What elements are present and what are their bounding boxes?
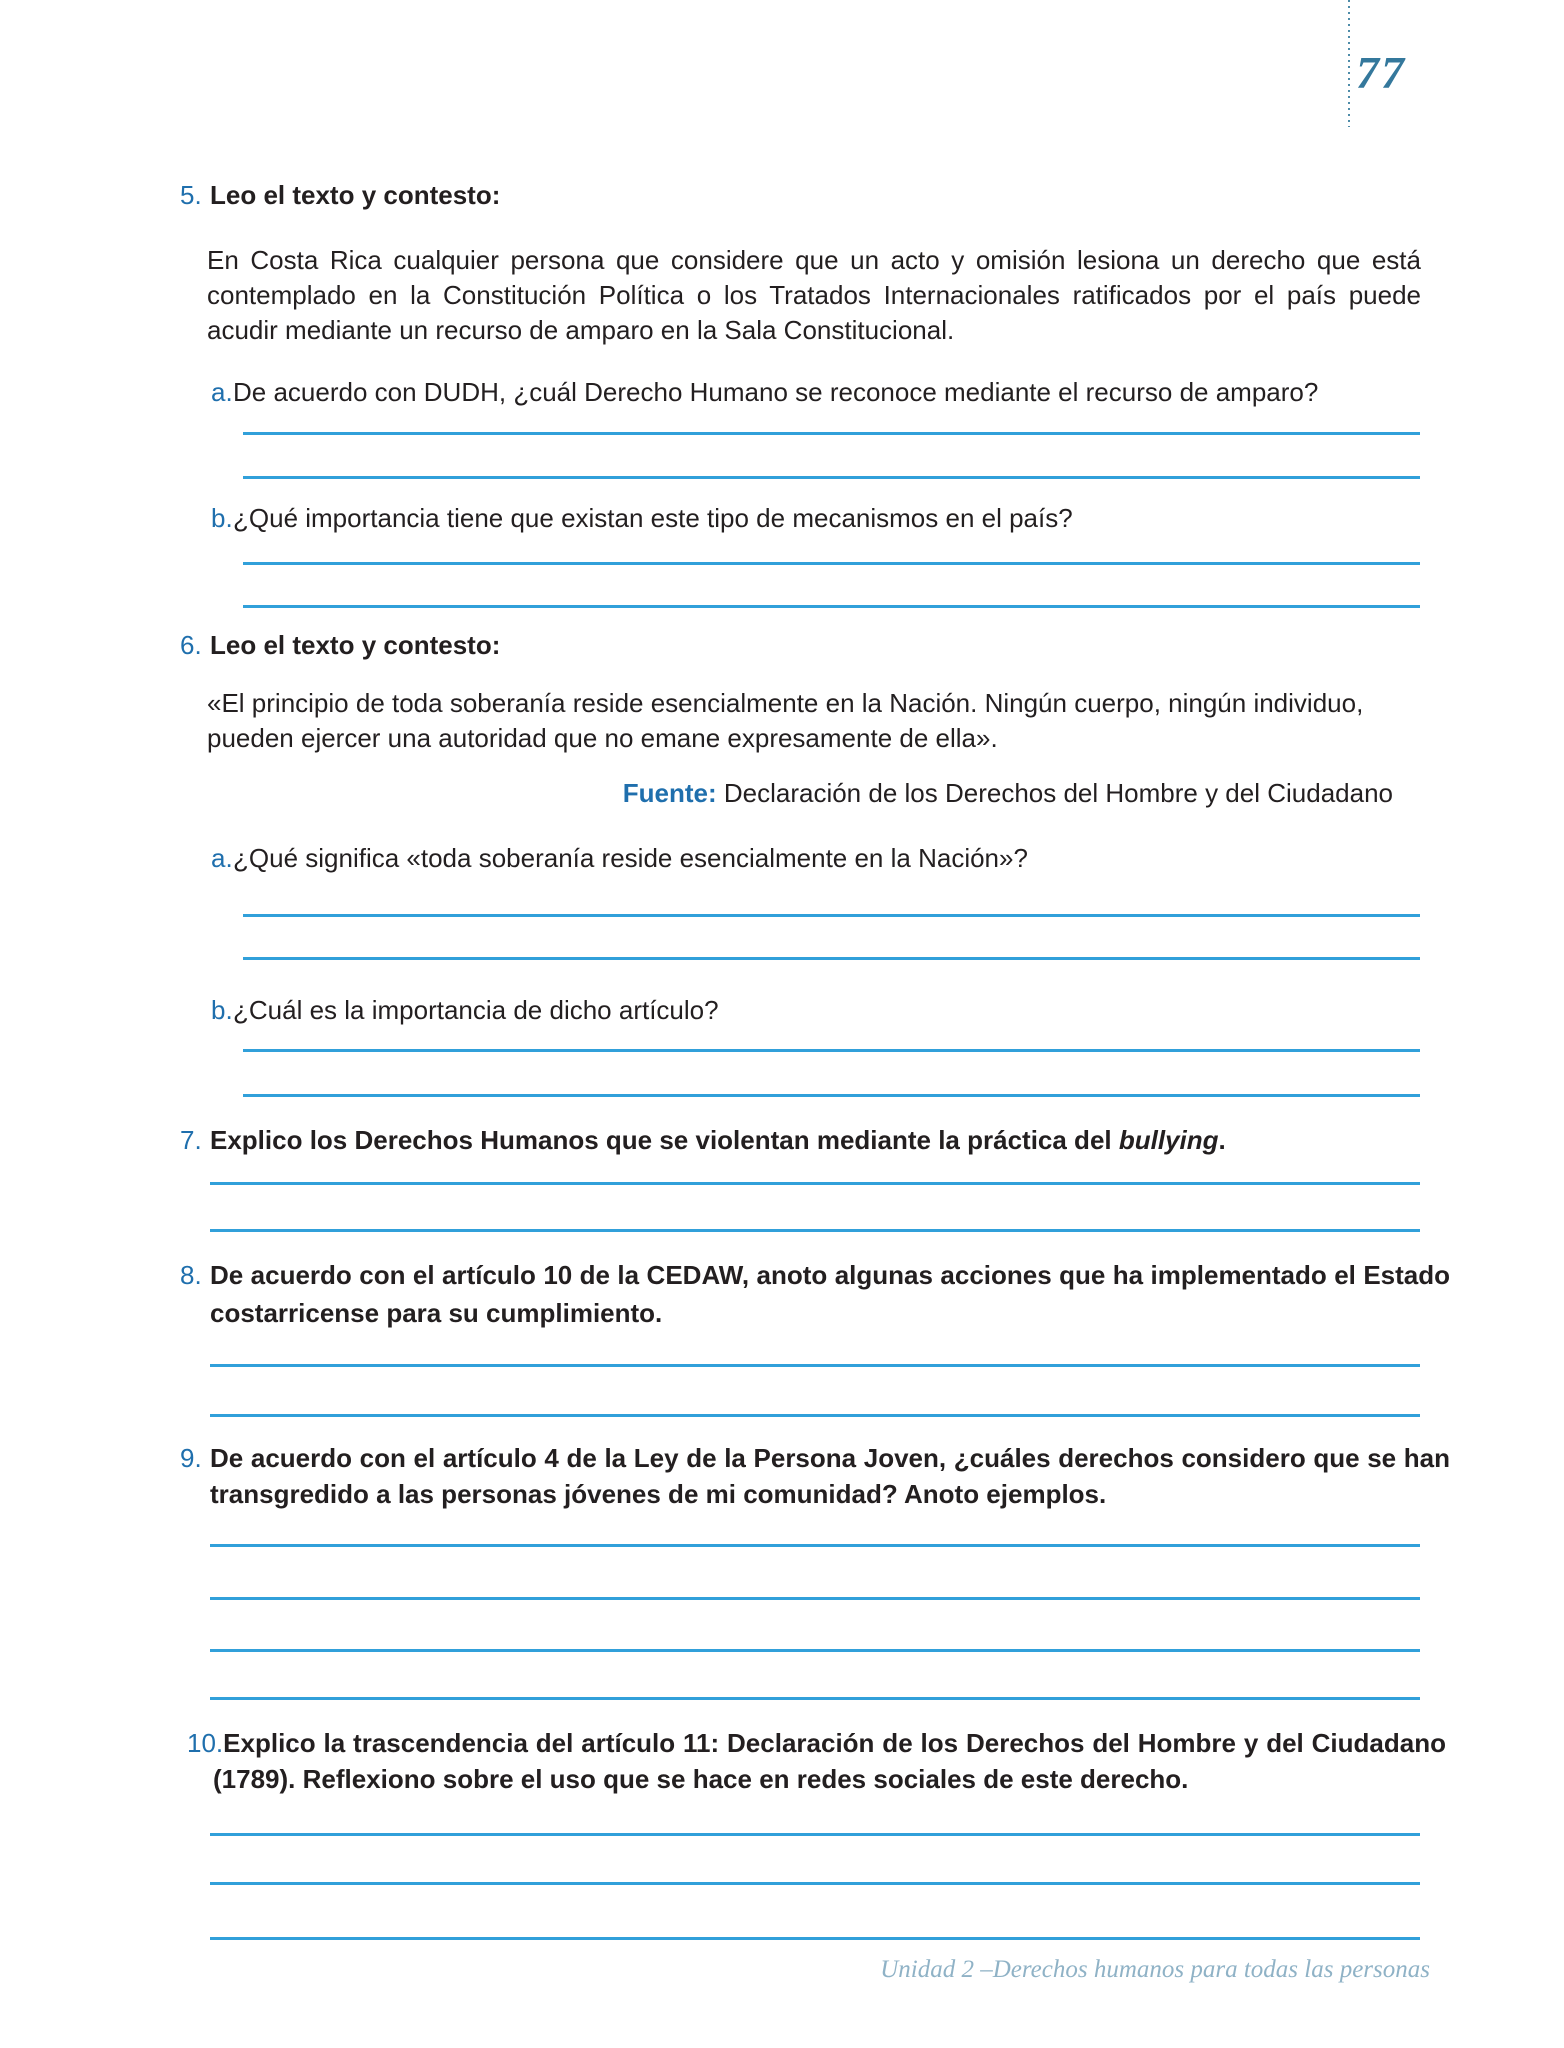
question-5-number: 5.	[180, 180, 202, 210]
answer-line	[243, 1049, 1420, 1052]
question-7-italic-word: bullying	[1118, 1125, 1219, 1155]
answer-line	[243, 562, 1420, 565]
question-9-number: 9.	[180, 1443, 202, 1473]
question-5-paragraph: En Costa Rica cualquier persona que considere que un acto y omisión lesiona un derecho que está contemplado en la Constitución Política o los Tratados Internacionales ratificados por el país puede acudir mediante un recurso de amparo en la Sala Constitucional.	[207, 245, 1421, 345]
question-7-text: Explico los Derechos Humanos que se violentan mediante la práctica del	[210, 1125, 1119, 1155]
question-6-source	[207, 776, 1393, 811]
question-6b	[211, 993, 1443, 1028]
answer-line	[243, 476, 1420, 479]
footer-unit-title: Unidad 2 –Derechos humanos para todas las personas	[880, 1956, 1430, 1983]
answer-line	[210, 1697, 1420, 1700]
question-6b-text: ¿Cuál es la importancia de dicho artículo?	[233, 995, 719, 1025]
answer-line	[210, 1937, 1420, 1940]
page-number: 77	[1356, 47, 1406, 98]
question-6a-text: ¿Qué significa «toda soberanía reside esencialmente en la Nación»?	[233, 843, 1028, 873]
question-6b-letter: b.	[211, 995, 233, 1025]
question-6-quote: «El principio de toda soberanía reside esencialmente en la Nación. Ningún cuerpo, ningún individuo, pueden ejercer una autoridad que no emane expresamente de ella».	[207, 688, 1364, 753]
answer-line	[243, 957, 1420, 960]
question-5b	[211, 501, 1443, 536]
question-5a	[211, 375, 1443, 410]
answer-line	[210, 1544, 1420, 1547]
question-10-text: Explico la trascendencia del artículo 11: Declaración de los Derechos del Hombre y del Ciudadano (1789). Reflexiono sobre el uso que se hace en redes sociales de este derecho.	[213, 1728, 1446, 1794]
question-10	[187, 1725, 1446, 1797]
question-7-number: 7.	[180, 1125, 202, 1155]
question-5a-letter: a.	[211, 377, 233, 407]
question-8	[180, 1256, 1450, 1332]
answer-line	[210, 1649, 1420, 1652]
answer-line	[243, 914, 1420, 917]
source-text: Declaración de los Derechos del Hombre y del Ciudadano	[716, 778, 1393, 808]
question-7	[180, 1123, 1450, 1158]
answer-line	[210, 1833, 1420, 1836]
answer-line	[243, 432, 1420, 435]
answer-line	[210, 1229, 1420, 1232]
question-6a-letter: a.	[211, 843, 233, 873]
question-5-title-text: Leo el texto y contesto:	[210, 180, 501, 210]
question-8-number: 8.	[180, 1260, 202, 1290]
question-6a	[211, 841, 1443, 876]
question-5a-text: De acuerdo con DUDH, ¿cuál Derecho Humano se reconoce mediante el recurso de amparo?	[233, 377, 1319, 407]
answer-line	[210, 1182, 1420, 1185]
question-8-text: De acuerdo con el artículo 10 de la CEDAW, anoto algunas acciones que ha implementado el Estado costarricense para su cumplimiento.	[210, 1260, 1450, 1328]
question-6-title	[180, 628, 1450, 663]
question-10-number: 10.	[187, 1728, 224, 1758]
answer-line	[210, 1414, 1420, 1417]
answer-line	[243, 605, 1420, 608]
question-6-number: 6.	[180, 630, 202, 660]
answer-line	[243, 1094, 1420, 1097]
question-9-text: De acuerdo con el artículo 4 de la Ley de la Persona Joven, ¿cuáles derechos considero que se han transgredido a las personas jóvenes de mi comunidad? Anoto ejemplos.	[210, 1443, 1450, 1509]
answer-line	[210, 1364, 1420, 1367]
question-5b-letter: b.	[211, 503, 233, 533]
answer-line	[210, 1882, 1420, 1885]
question-5b-text: ¿Qué importancia tiene que existan este tipo de mecanismos en el país?	[233, 503, 1073, 533]
source-label: Fuente:	[622, 778, 717, 808]
question-6-title-text: Leo el texto y contesto:	[210, 630, 501, 660]
dotted-rule	[1348, 0, 1350, 127]
question-5-title	[180, 178, 1450, 213]
question-9	[180, 1440, 1450, 1512]
question-7-text-end: .	[1218, 1125, 1226, 1155]
answer-line	[210, 1597, 1420, 1600]
